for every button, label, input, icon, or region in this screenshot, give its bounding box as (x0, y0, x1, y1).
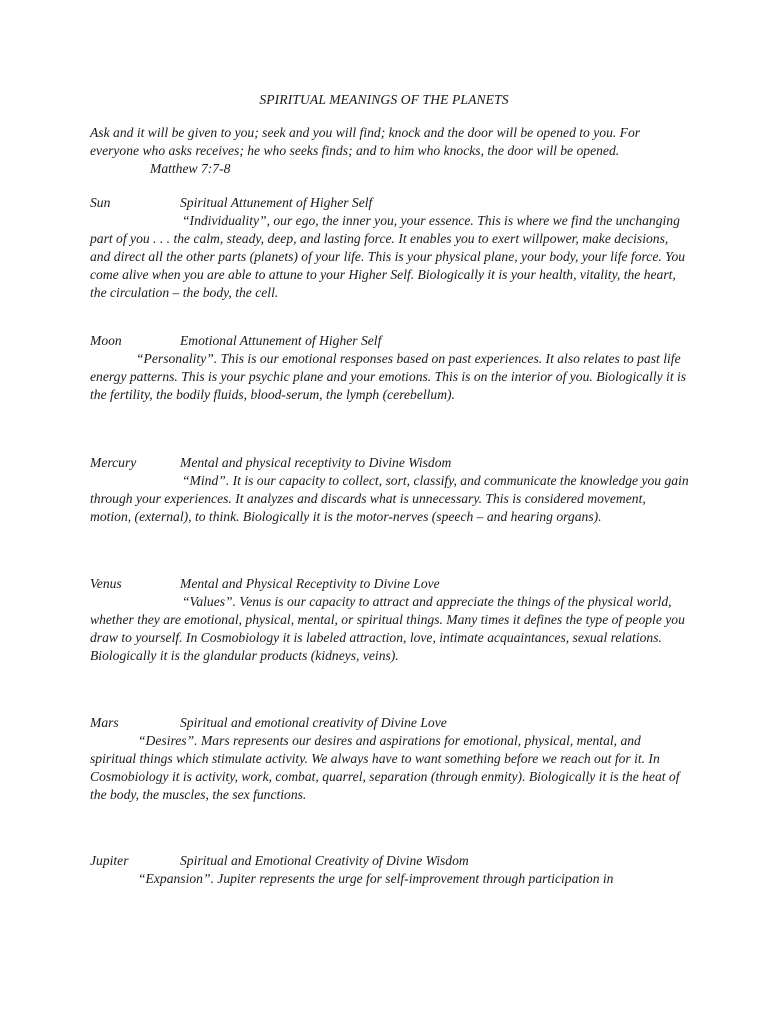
planet-subtitle: Mental and Physical Receptivity to Divine Love (180, 576, 440, 591)
planet-name: Venus (90, 576, 122, 591)
section-venus (90, 575, 690, 665)
planet-name: Moon (90, 333, 122, 348)
section-heading (90, 714, 690, 732)
epigraph-text: Ask and it will be given to you; seek and you will find; knock and the door will be opened to you. For everyone who asks receives; he who seeks finds; and to him who knocks, the door will be opened. (90, 125, 641, 158)
planet-description: “Values”. Venus is our capacity to attract and appreciate the things of the physical world, whether they are emotional, physical, mental, or spiritual things. Many times it defines the type of people you draw to yourself. In Cosmobiology it is labeled attraction, love, intimate acquaintances, sexual relations. Biologically it is the glandular products (kidneys, veins). (90, 594, 685, 663)
planet-subtitle: Emotional Attunement of Higher Self (180, 333, 382, 348)
section-heading (90, 454, 690, 472)
planet-description: “Mind”. It is our capacity to collect, sort, classify, and communicate the knowledge you gain through your experiences. It analyzes and discards what is unnecessary. This is considered movement, motion, (external), to think. Biologically it is the motor-nerves (speech – and hearing organs). (90, 473, 689, 524)
planet-name: Mars (90, 715, 119, 730)
section-sun (90, 194, 690, 302)
planet-name: Mercury (90, 455, 137, 470)
section-mars (90, 714, 690, 804)
section-heading (90, 575, 690, 593)
planet-description: “Individuality”, our ego, the inner you, your essence. This is where we find the unchanging part of you . . . the calm, steady, deep, and lasting force. It enables you to exert willpower, make decisions, and direct all the other parts (planets) of your life. This is your physical plane, your body, your life force. You come alive when you are able to attune to your Higher Self. Biologically it is your health, vitality, the heart, the circulation – the body, the cell. (90, 213, 686, 300)
planet-description: “Desires”. Mars represents our desires and aspirations for emotional, physical, mental, and spiritual things which stimulate activity. We always have to want something before we reach out for it. In Cosmobiology it is activity, work, combat, quarrel, separation (through enmity). Biologically it is the heat of the body, the muscles, the sex functions. (90, 733, 680, 802)
planet-description: “Expansion”. Jupiter represents the urge for self-improvement through participation in (138, 871, 614, 886)
section-heading (90, 194, 690, 212)
planet-description: “Personality”. This is our emotional responses based on past experiences. It also relates to past life energy patterns. This is your psychic plane and your emotions. This is on the interior of you. Biologically it is the fertility, the bodily fluids, blood-serum, the lymph (cerebellum). (90, 351, 687, 402)
section-mercury (90, 454, 690, 526)
planet-subtitle: Spiritual and Emotional Creativity of Divine Wisdom (180, 853, 469, 868)
section-heading (90, 852, 690, 870)
section-heading (90, 332, 690, 350)
planet-subtitle: Mental and physical receptivity to Divine Wisdom (180, 455, 452, 470)
epigraph-reference: Matthew 7:7-8 (150, 161, 231, 176)
document-title: SPIRITUAL MEANINGS OF THE PLANETS (259, 92, 509, 107)
planet-subtitle: Spiritual and emotional creativity of Divine Love (180, 715, 447, 730)
epigraph (90, 124, 690, 178)
planet-name: Sun (90, 195, 111, 210)
section-moon (90, 332, 690, 404)
planet-name: Jupiter (90, 853, 129, 868)
planet-subtitle: Spiritual Attunement of Higher Self (180, 195, 373, 210)
section-jupiter (90, 852, 690, 888)
